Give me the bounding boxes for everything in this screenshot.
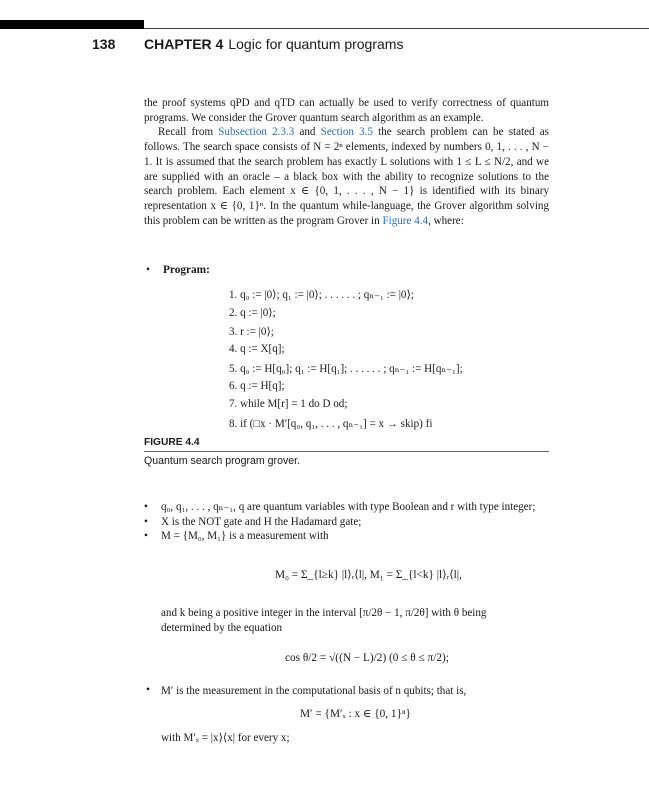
program-step: 7. while M[r] = 1 do D od; [229, 398, 348, 411]
list-item: • M = {M₀, M₁} is a measurement with [144, 529, 549, 544]
header-rule [144, 28, 649, 29]
intro-paragraph-2: Recall from Subsection 2.3.3 and Section 3.5 the search problem can be stated as follows. The search space consists of N = 2ⁿ elements, indexed by numbers 0, 1, . . . , N − 1. It is assumed that the search problem has exactly L solutions with 1 ≤ L ≤ N/2, and we are supplied with an oracle – a black box with the ability to recognize solutions to the search problem. Each element x ∈ {0, 1, . . . , N − 1} is identified with its binary representation x ∈ {0, 1}ⁿ. In the quantum while-language, the Grover algorithm solving this problem can be written as the program Grover in Figure 4.4, where: [144, 126, 549, 227]
k-text-2: determined by the equation [161, 622, 283, 634]
program-step: 1. q₀ := |0⟩; q₁ := |0⟩; . . . . . . ; qₙ₋₁ := |0⟩; [229, 289, 414, 301]
link-subsection[interactable]: Subsection 2.3.3 [218, 126, 295, 139]
program-step: 3. r := |0⟩; [229, 325, 274, 338]
figure-caption: Quantum search program grover. [144, 455, 301, 467]
bullet-dot: • [146, 264, 150, 276]
list-item: • X is the NOT gate and H the Hadamard gate; [144, 515, 549, 530]
program-step: 2. q := |0⟩; [229, 307, 276, 320]
with-text: with M′ₓ = |x⟩⟨x| for every x; [161, 732, 290, 744]
equation-mprime: M′ = {M′ₓ : x ∈ {0, 1}ⁿ} [300, 708, 411, 720]
chapter-header [144, 36, 403, 52]
link-section[interactable]: Section 3.5 [320, 126, 373, 139]
list-item: • q₀, q₁, . . . , qₙ₋₁, q are quantum variables with type Boolean and r with type integer; [144, 500, 549, 515]
page-number: 138 [92, 36, 116, 52]
program-heading: Program: [163, 264, 210, 276]
program-step: 4. q := X[q]; [229, 343, 285, 356]
bullet-list [144, 500, 549, 544]
figure-label: FIGURE 4.4 [144, 437, 200, 448]
figure-rule [144, 451, 549, 452]
link-figure[interactable]: Figure 4.4 [382, 214, 429, 227]
chapter-label: CHAPTER 4 [144, 36, 224, 52]
equation-cos: cos θ/2 = √((N − L)/2) (0 ≤ θ ≤ π/2); [285, 652, 449, 664]
bullet-dot: • [146, 684, 150, 696]
chapter-title: Logic for quantum programs [228, 36, 404, 52]
program-step: 6. q := H[q]; [229, 379, 285, 392]
program-step: 8. if (□x · M′[q₀, q₁, . . . , qₙ₋₁] = x → skip) fi [229, 417, 433, 430]
intro-text [144, 96, 549, 228]
header-bar [0, 20, 144, 29]
bullet-mprime: M′ is the measurement in the computational basis of n qubits; that is, [161, 685, 467, 697]
equation-m0-m1: M₀ = Σ_{l≥k} |l⟩ᵣ⟨l|, M₁ = Σ_{l<k} |l⟩ᵣ⟨l|, [275, 569, 462, 581]
program-step: 5. q₀ := H[q₀]; q₁ := H[q₁]; . . . . . . ; qₙ₋₁ := H[qₙ₋₁]; [229, 362, 463, 375]
k-text: and k being a positive integer in the interval [π/2θ − 1, π/2θ] with θ being [161, 607, 487, 619]
program-steps [229, 288, 463, 435]
intro-paragraph-1: the proof systems qPD and qTD can actually be used to verify correctness of quantum programs. We consider the Grover quantum search algorithm as an example. [144, 97, 549, 124]
